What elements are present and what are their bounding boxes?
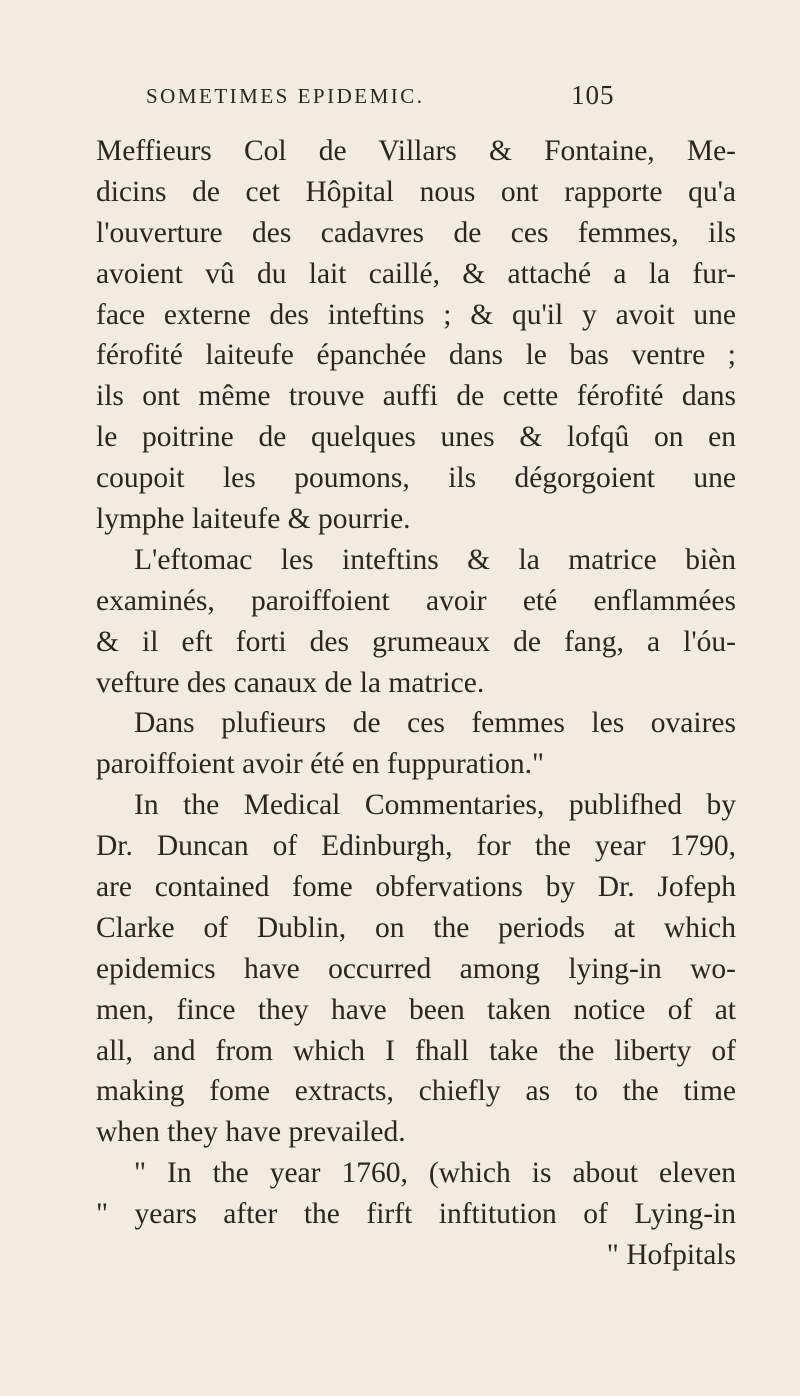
text-line: paroiffoient avoir été en fuppuration."	[96, 748, 545, 781]
text-line: Dans plufieurs de ces femmes les ovaires	[134, 707, 736, 740]
text-line: vefture des canaux de la matrice.	[96, 666, 485, 699]
text-line: l'ouverture des cadavres de ces femmes, ils	[96, 216, 736, 249]
text-line: Clarke of Dublin, on the periods at which	[96, 911, 736, 944]
running-title: SOMETIMES EPIDEMIC.	[146, 84, 425, 108]
text-line: Meffieurs Col de Villars & Fontaine, Me-	[96, 135, 736, 167]
text-line: " In the year 1760, (which is about eleven	[134, 1157, 736, 1190]
text-line: when they have prevailed.	[96, 1116, 406, 1149]
body-text	[96, 131, 736, 1276]
catchword-line: " Hofpitals	[606, 1239, 736, 1272]
text-line: avoient vû du lait caillé, & attaché a la fur-	[96, 257, 736, 290]
text-line: " years after the firft inftitution of Lying-in	[96, 1198, 736, 1231]
running-head	[146, 78, 706, 118]
text-line: Dr. Duncan of Edinburgh, for the year 1790,	[96, 830, 736, 863]
text-line: lymphe laiteufe & pourrie.	[96, 503, 411, 536]
text-line: L'eftomac les inteftins & la matrice bièn	[134, 543, 736, 576]
text-line: epidemics have occurred among lying-in wo-	[96, 952, 736, 985]
text-line: dicins de cet Hôpital nous ont rapporte qu'a	[96, 175, 736, 208]
text-line: ils ont même trouve auffi de cette férofité dans	[96, 380, 736, 413]
text-line: le poitrine de quelques unes & lofqû on en	[96, 421, 736, 454]
text-line: & il eft forti des grumeaux de fang, a l'óu-	[96, 625, 736, 658]
text-line: men, fince they have been taken notice of at	[96, 993, 736, 1026]
text-line: making fome extracts, chiefly as to the time	[96, 1075, 736, 1108]
text-line: face externe des inteftins ; & qu'il y avoit une	[96, 298, 736, 331]
text-line: examinés, paroiffoient avoir eté enflammées	[96, 584, 736, 617]
page-number: 105	[571, 80, 615, 110]
text-line: are contained fome obfervations by Dr. Jofeph	[96, 871, 736, 904]
text-line: férofité laiteufe épanchée dans le bas ventre ;	[96, 339, 736, 372]
text-line: In the Medical Commentaries, publifhed by	[134, 789, 736, 822]
text-line: all, and from which I fhall take the liberty of	[96, 1034, 736, 1067]
text-line: coupoit les poumons, ils dégorgoient une	[96, 462, 736, 495]
